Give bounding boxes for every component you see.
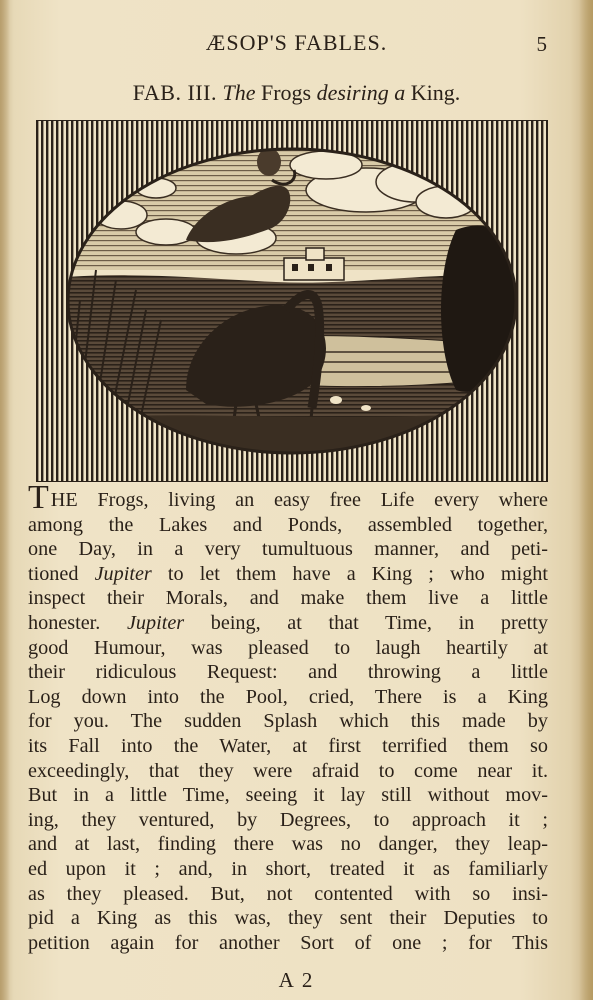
running-title: ÆSOP'S FABLES. bbox=[205, 30, 388, 55]
fable-title-word-3: desiring bbox=[316, 80, 389, 105]
body-line-18: pid a King as this was, they sent their Deputies to bbox=[28, 907, 548, 930]
body-line-12: exceedingly, that they were afraid to come near it. bbox=[28, 759, 548, 782]
body-line-14: ing, they ventured, by Degrees, to approach it ; bbox=[28, 808, 548, 831]
body-line-1-text: HE Frogs, living an easy free Life every where bbox=[50, 489, 548, 511]
running-head bbox=[0, 30, 593, 66]
body-line-13: But in a little Time, seeing it lay still without mov- bbox=[28, 784, 548, 807]
body-line-19: petition again for another Sort of one ; for This bbox=[28, 931, 548, 954]
body-line-8: their ridiculous Request: and throwing a little bbox=[28, 661, 548, 684]
body-line-4: tioned Jupiter to let them have a King ; who might bbox=[28, 562, 548, 585]
signature-mark: A 2 bbox=[278, 968, 315, 992]
fable-title-word-1: The bbox=[222, 80, 256, 105]
body-line-11: its Fall into the Water, at first terrified them so bbox=[28, 734, 548, 757]
body-name-jupiter: Jupiter bbox=[126, 611, 185, 634]
fable-title bbox=[0, 80, 593, 106]
fable-number: FAB. III. bbox=[132, 80, 217, 105]
woodcut-illustration bbox=[36, 120, 548, 482]
fable-body bbox=[28, 479, 548, 955]
page-number: 5 bbox=[536, 32, 547, 56]
page-edge-right bbox=[579, 0, 593, 1000]
body-line-9: Log down into the Pool, cried, There is a King bbox=[28, 685, 548, 708]
body-line-16: ed upon it ; and, in short, treated it as familiarly bbox=[28, 857, 548, 880]
body-line-15: and at last, finding there was no danger, they leap- bbox=[28, 833, 548, 856]
body-line-10: for you. The sudden Splash which this made by bbox=[28, 710, 548, 733]
page-edge-left bbox=[0, 0, 10, 1000]
body-line-17: as they pleased. But, not contented with so insi- bbox=[28, 882, 548, 905]
body-line-3: one Day, in a very tumultuous manner, and peti- bbox=[28, 538, 548, 561]
fable-title-word-2: Frogs bbox=[260, 80, 312, 105]
fable-title-word-4: a bbox=[394, 80, 406, 105]
body-line-6: honester. Jupiter being, at that Time, in pretty bbox=[28, 611, 548, 634]
body-name-jupiter: Jupiter bbox=[94, 562, 152, 585]
body-line-1 bbox=[28, 479, 548, 516]
drop-cap: T bbox=[28, 479, 49, 516]
fable-title-word-5: King. bbox=[410, 80, 461, 105]
body-line-5: inspect their Morals, and make them live a little bbox=[28, 587, 548, 610]
body-line-7: good Humour, was pleased to laugh heartily at bbox=[28, 636, 548, 659]
body-line-2: among the Lakes and Ponds, assembled together, bbox=[28, 513, 548, 536]
